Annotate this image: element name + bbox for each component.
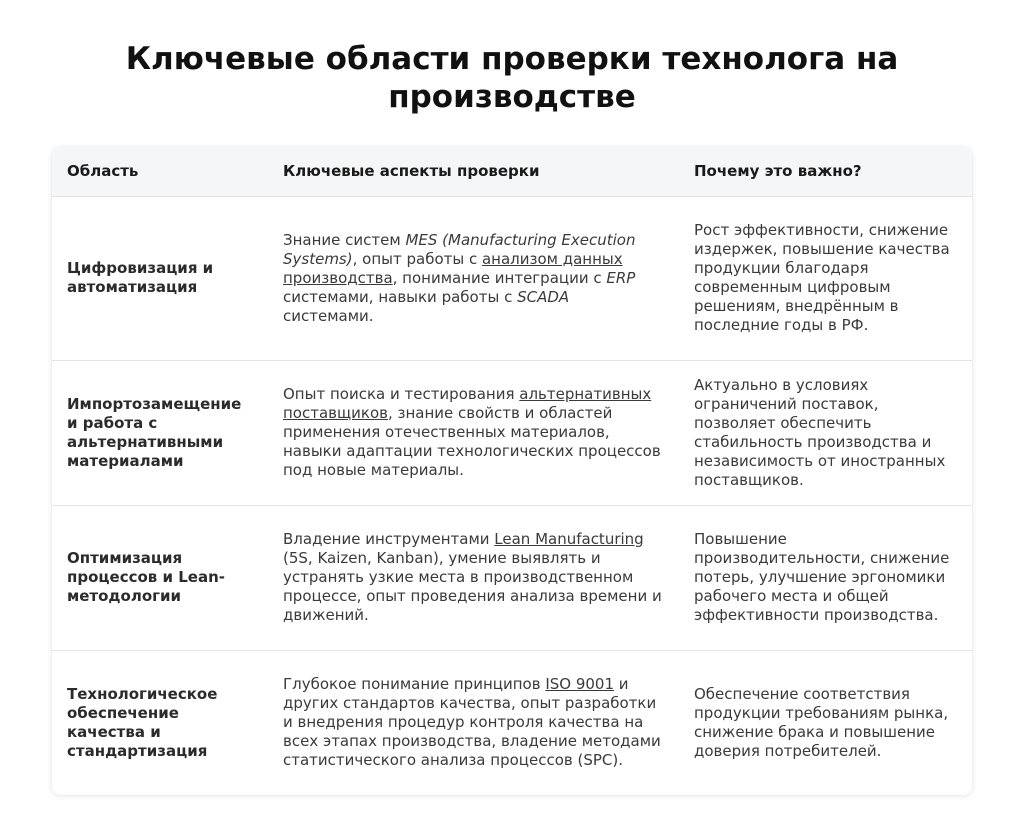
why-cell: Обеспечение соответствия продукции требованиям рынка, снижение брака и повышение доверия потребителей. <box>694 684 949 760</box>
aspects-text: системами, навыки работы с <box>283 287 518 306</box>
aspects-term: ERP <box>606 268 636 287</box>
area-cell: Импортозамещение и работа с альтернативными материалами <box>52 360 268 505</box>
table-header-row <box>52 147 972 196</box>
aspects-cell <box>268 650 679 795</box>
aspects-text: и других стандартов качества, опыт разработки и внедрения процедур контроля качества на всех этапах производства, владение методами статистического анализа процессов (SPC). <box>283 675 661 770</box>
why-cell: Повышение производительности, снижение потерь, улучшение эргономики рабочего места и общей эффективности производства. <box>679 505 972 650</box>
column-header-aspects: Ключевые аспекты проверки <box>268 147 679 196</box>
area-cell: Цифровизация и автоматизация <box>52 196 268 360</box>
aspects-cell <box>268 360 679 505</box>
aspects-link[interactable]: альтернативных поставщиков <box>283 385 652 422</box>
aspects-text: системами. <box>283 306 374 325</box>
table-row <box>52 360 972 505</box>
aspects-text: , знание свойств и областей применения отечественных материалов, навыки адаптации технологических процессов под новые материалы. <box>283 404 661 479</box>
aspects-link[interactable]: анализом данных производства <box>283 249 623 287</box>
aspects-cell <box>268 196 679 360</box>
aspects-cell <box>268 505 679 650</box>
why-cell: Рост эффективности, снижение издержек, повышение качества продукции благодаря современным цифровым решениям, внедрённым в последние годы в РФ. <box>679 196 972 360</box>
aspects-text: Владение инструментами <box>283 530 495 548</box>
aspects-link[interactable]: Lean Manufacturing <box>494 530 644 548</box>
aspects-term: MES (Manufacturing Execution Systems) <box>283 230 636 268</box>
page-title: Ключевые области проверки технолога на производстве <box>125 41 899 115</box>
aspects-term: SCADA <box>517 287 570 306</box>
areas-table <box>52 147 972 795</box>
aspects-link[interactable]: ISO 9001 <box>545 675 615 694</box>
table-row <box>52 650 972 795</box>
column-header-why: Почему это важно? <box>679 147 972 196</box>
area-cell: Технологическое обеспечение качества и стандартизация <box>67 684 218 760</box>
aspects-text: Знание систем <box>283 230 406 249</box>
why-cell: Актуально в условиях ограничений поставок, позволяет обеспечить стабильность производства и независимость от иностранных поставщиков. <box>679 360 972 505</box>
aspects-text: (5S, Kaizen, Kanban), умение выявлять и устранять узкие места в производственном процессе, опыт проведения анализа времени и движений. <box>283 549 662 624</box>
aspects-text: , опыт работы с <box>352 249 482 268</box>
aspects-text: Глубокое понимание принципов <box>283 675 546 694</box>
area-cell: Оптимизация процессов и Lean-методологии <box>52 505 268 650</box>
table-row <box>52 505 972 650</box>
table-row <box>52 196 972 360</box>
aspects-text: Опыт поиска и тестирования <box>283 385 520 403</box>
aspects-text: , понимание интеграции с <box>392 268 607 287</box>
column-header-area: Область <box>52 147 268 196</box>
areas-table-card <box>52 147 972 795</box>
